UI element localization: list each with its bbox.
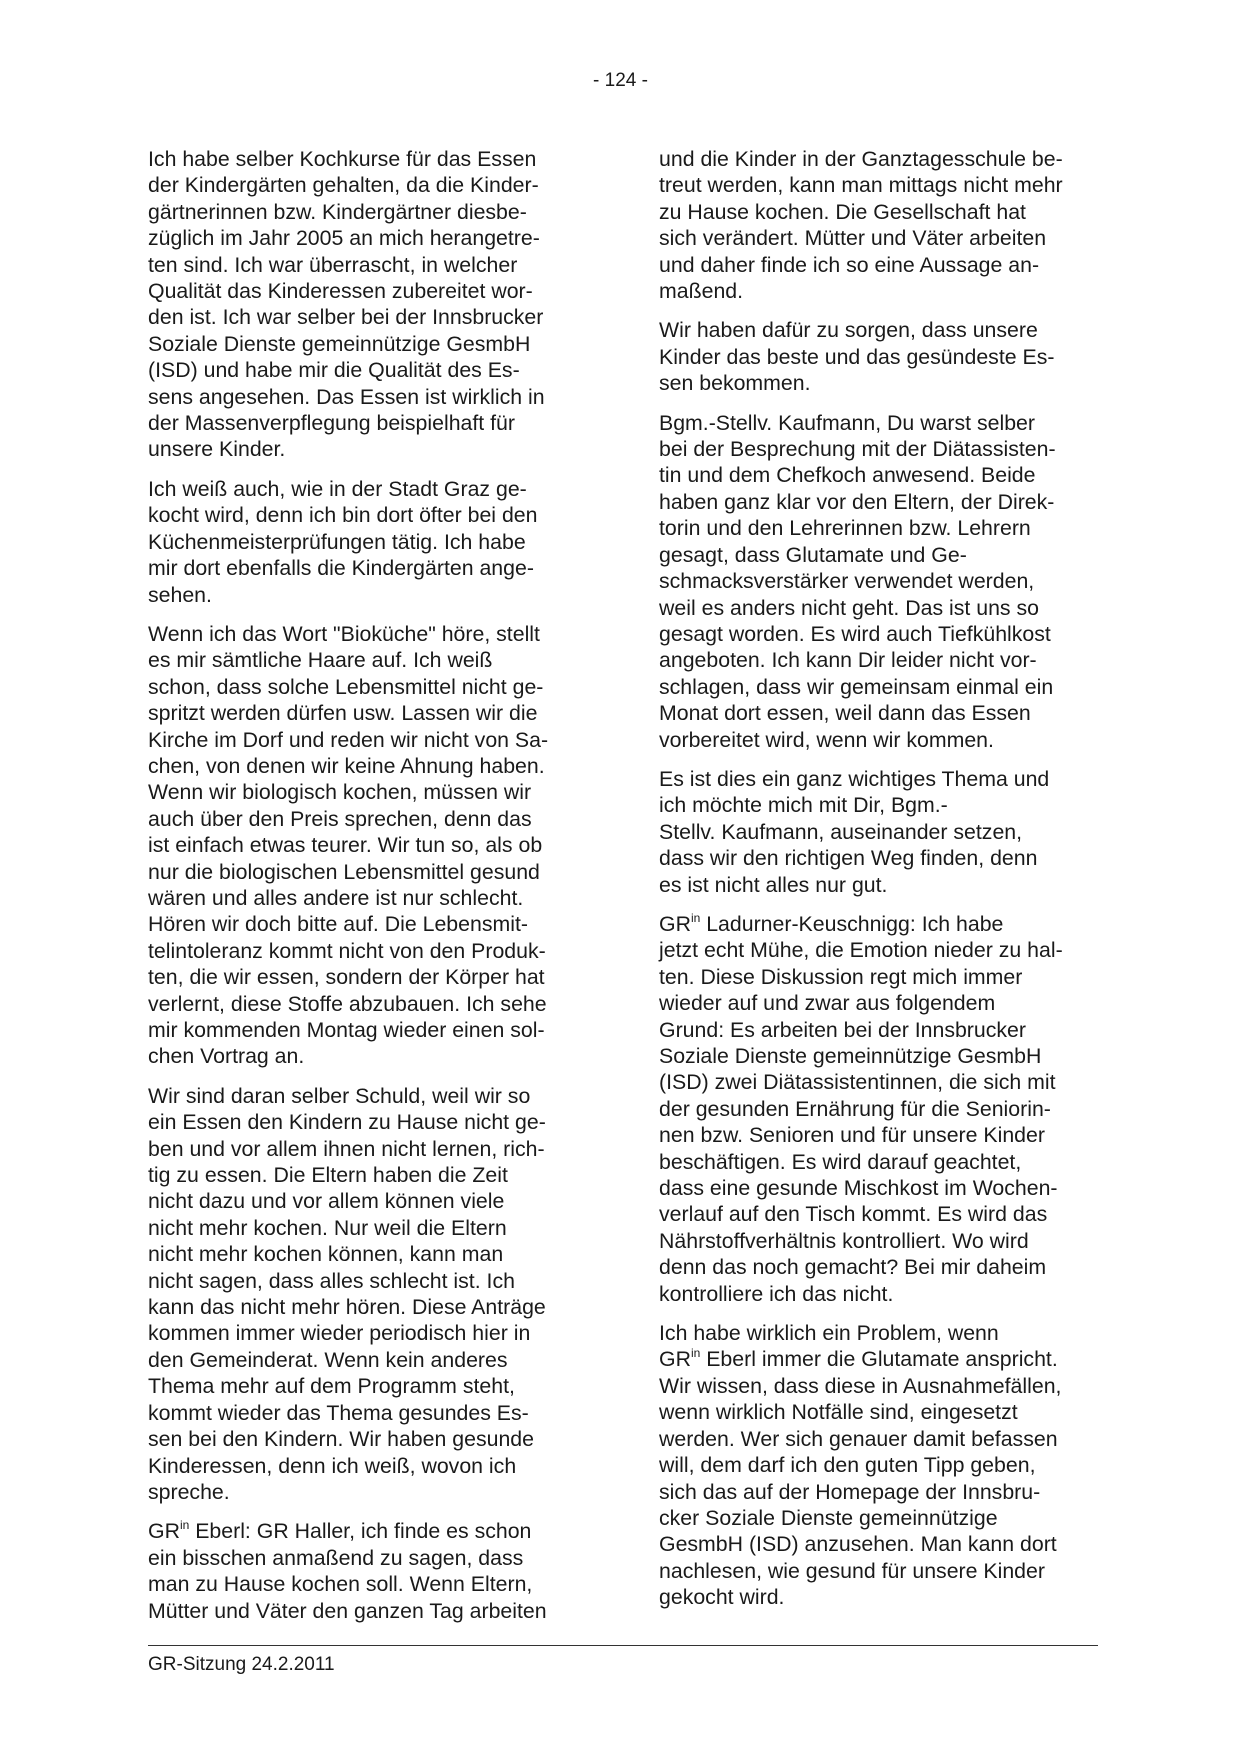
text-line: gekocht wird. [659,1585,785,1610]
text-line: es mir sämtliche Haare auf. Ich weiß [148,648,493,673]
text-line: kontrolliere ich das nicht. [659,1281,894,1306]
speaker-line [148,1518,588,1544]
text-line: mir kommenden Montag wieder einen sol- [148,1018,545,1042]
text-line: ich möchte mich mit Dir, Bgm.- [659,793,948,818]
speaker-prefix: GR [148,1519,180,1544]
text-line: Mütter und Väter den ganzen Tag arbeiten [148,1598,547,1623]
speaker-line [659,911,1099,937]
text-line: sich das auf der Homepage der Innsbru- [659,1479,1041,1504]
text-line: wieder auf und zwar aus folgendem [659,991,996,1016]
text-line: Ich habe wirklich ein Problem, wenn [659,1321,999,1346]
text-line: sen bei den Kindern. Wir haben gesunde [148,1427,534,1452]
text-line: Kinderessen, denn ich weiß, wovon ich [148,1453,517,1478]
text-line: sens angesehen. Das Essen ist wirklich in [148,384,545,409]
text-line: auch über den Preis sprechen, denn das [148,806,532,831]
right-column [659,146,1099,1624]
text-line: (ISD) zwei Diätassistentinnen, die sich mit [659,1070,1056,1095]
text-line: GesmbH (ISD) anzusehen. Man kann dort [659,1532,1057,1557]
text-line: Soziale Dienste gemeinnützige GesmbH [659,1044,1042,1068]
text-line: bei der Besprechung mit der Diätassisten- [659,437,1056,462]
text-line: Bgm.-Stellv. Kaufmann, Du warst selber [659,410,1035,435]
paragraph [148,146,588,463]
text-line: Ich weiß auch, wie in der Stadt Graz ge- [148,476,527,501]
text-line: spritzt werden dürfen usw. Lassen wir die [148,701,538,726]
text-line: wenn wirklich Notfälle sind, eingesetzt [659,1400,1018,1425]
text-line: nur die biologischen Lebensmittel gesund [148,859,540,884]
text-line: ten, die wir essen, sondern der Körper hat [148,965,545,990]
text-line: dass eine gesunde Mischkost im Wochen- [659,1176,1058,1201]
text-line: und die Kinder in der Ganztagesschule be- [659,147,1063,171]
speaker-name: Eberl: [189,1519,251,1544]
text-line: ist einfach etwas teurer. Wir tun so, als ob [148,833,543,858]
text-line: tin und dem Chefkoch anwesend. Beide [659,463,1036,488]
paragraph [659,146,1099,304]
text-line: Hören wir doch bitte auf. Die Lebensmit- [148,912,528,937]
text-line: Ich habe [915,911,1004,936]
speaker-name: Ladurner-Keuschnigg: [700,911,916,936]
text-line: Nährstoffverhältnis kontrolliert. Wo wird [659,1228,1029,1253]
text-line: den ist. Ich war selber bei der Innsbrucker [148,305,544,330]
text-line: cker Soziale Dienste gemeinnützige [659,1505,998,1530]
paragraph [148,1518,588,1624]
text-line: gärtnerinnen bzw. Kindergärtner diesbe- [148,199,527,224]
text-line: nicht mehr kochen. Nur weil die Eltern [148,1215,507,1240]
text-line: und daher finde ich so eine Aussage an- [659,252,1040,277]
text-line: nicht mehr kochen können, kann man [148,1242,504,1267]
text-line: schon, dass solche Lebensmittel nicht ge- [148,674,544,699]
text-line: Kirche im Dorf und reden wir nicht von Sa- [148,727,549,752]
text-line: den Gemeinderat. Wenn kein anderes [148,1347,508,1372]
text-line: wären und alles andere ist nur schlecht. [148,885,524,910]
text-line: beschäftigen. Es wird darauf geachtet, [659,1149,1022,1174]
text-line: ein bisschen anmaßend zu sagen, dass [148,1545,524,1570]
text-line: Wenn wir biologisch kochen, müssen wir [148,780,532,805]
footer-session-date: GR-Sitzung 24.2.2011 [148,1654,335,1675]
paragraph [659,766,1099,898]
text-line: man zu Hause kochen soll. Wenn Eltern, [148,1572,533,1597]
text-line: Kinder das beste und das gesündeste Es- [659,344,1055,369]
paragraph [659,410,1099,753]
text-line: denn das noch gemacht? Bei mir daheim [659,1255,1047,1280]
speaker-prefix: GR [659,1347,691,1372]
text-line: Qualität das Kinderessen zubereitet wor- [148,279,533,304]
text-line: Stellv. Kaufmann, auseinander setzen, [659,819,1023,844]
paragraph [148,476,588,608]
text-line: angeboten. Ich kann Dir leider nicht vor- [659,648,1037,673]
text-line: tig zu essen. Die Eltern haben die Zeit [148,1163,508,1188]
text-line: sen bekommen. [659,371,811,396]
text-line: dass wir den richtigen Weg finden, denn [659,846,1038,871]
text-line: GR Haller, ich finde es schon [250,1519,532,1544]
paragraph [659,911,1099,1307]
paragraph [148,1083,588,1506]
text-line: Ich habe selber Kochkurse für das Essen [148,147,537,171]
text-line: unsere Kinder. [148,437,286,462]
text-line: verlauf auf den Tisch kommt. Es wird das [659,1202,1048,1227]
text-line: ten sind. Ich war überrascht, in welcher [148,252,518,277]
text-line: Wir sind daran selber Schuld, weil wir so [148,1083,531,1108]
text-fragment: Eberl immer die Glutamate anspricht. [700,1347,1058,1372]
paragraph [659,1320,1099,1610]
speaker-superscript: in [179,1518,190,1533]
text-line: kommen immer wieder periodisch hier in [148,1321,531,1346]
text-line: gesagt worden. Es wird auch Tiefkühlkost [659,621,1051,646]
left-column [148,146,588,1637]
text-line: nen bzw. Senioren und für unsere Kinder [659,1123,1045,1148]
text-line: verlernt, diese Stoffe abzubauen. Ich sehe [148,991,547,1016]
text-line: chen, von denen wir keine Ahnung haben. [148,753,545,778]
text-line: treut werden, kann man mittags nicht mehr [659,173,1063,198]
speaker-prefix: GR [659,911,691,936]
text-line: nicht dazu und vor allem können viele [148,1189,505,1214]
text-line: jetzt echt Mühe, die Emotion nieder zu hal- [659,938,1063,963]
text-line: maßend. [659,279,744,304]
text-line: der Massenverpflegung beispielhaft für [148,411,515,436]
text-line: Thema mehr auf dem Programm steht, [148,1374,515,1399]
text-line: telintoleranz kommt nicht von den Produk- [148,938,546,963]
speaker-superscript: in [690,910,701,925]
text-line: züglich im Jahr 2005 an mich herangetre- [148,226,540,251]
text-line: Küchenmeisterprüfungen tätig. Ich habe [148,529,526,554]
text-line: Soziale Dienste gemeinnützige GesmbH [148,331,531,356]
text-line: Monat dort essen, weil dann das Essen [659,701,1031,726]
text-line: ben und vor allem ihnen nicht lernen, rich- [148,1136,545,1161]
text-line: zu Hause kochen. Die Gesellschaft hat [659,199,1026,224]
text-line: ein Essen den Kindern zu Hause nicht ge- [148,1110,546,1135]
text-line: chen Vortrag an. [148,1044,305,1069]
text-line: Wenn ich das Wort "Bioküche" höre, stellt [148,621,540,646]
text-line: spreche. [148,1479,230,1504]
text-line: Grund: Es arbeiten bei der Innsbrucker [659,1017,1026,1042]
text-line: Wir wissen, dass diese in Ausnahmefällen, [659,1373,1062,1398]
text-line: torin und den Lehrerinnen bzw. Lehrern [659,516,1031,541]
text-line: vorbereitet wird, wenn wir kommen. [659,727,994,752]
text-line: nicht sagen, dass alles schlecht ist. Ich [148,1268,515,1293]
text-line: sehen. [148,582,212,607]
text-line: will, dem darf ich den guten Tipp geben, [659,1453,1036,1478]
text-line: mir dort ebenfalls die Kindergärten ange- [148,556,534,581]
page-number: - 124 - [593,70,648,91]
text-line: nachlesen, wie gesund für unsere Kinder [659,1558,1045,1583]
text-line: kann das nicht mehr hören. Diese Anträge [148,1295,546,1320]
text-line: werden. Wer sich genauer damit befassen [659,1426,1058,1451]
text-line: schmacksverstärker verwendet werden, [659,569,1035,594]
text-line: weil es anders nicht geht. Das ist uns so [659,595,1039,620]
text-line: der gesunden Ernährung für die Seniorin- [659,1096,1051,1121]
paragraph [148,621,588,1070]
text-line: kommt wieder das Thema gesundes Es- [148,1400,529,1425]
text-line: (ISD) und habe mir die Qualität des Es- [148,358,520,383]
speaker-superscript: in [690,1346,701,1361]
text-line: schlagen, dass wir gemeinsam einmal ein [659,674,1054,699]
text-line [659,1346,1099,1372]
text-line: kocht wird, denn ich bin dort öfter bei den [148,503,538,528]
text-line: Wir haben dafür zu sorgen, dass unsere [659,318,1038,343]
text-line: ten. Diese Diskussion regt mich immer [659,964,1023,989]
text-line: gesagt, dass Glutamate und Ge- [659,542,967,567]
text-line: es ist nicht alles nur gut. [659,872,888,897]
paragraph [659,317,1099,396]
text-line: sich verändert. Mütter und Väter arbeiten [659,226,1047,251]
text-line: haben ganz klar vor den Eltern, der Direk- [659,489,1055,514]
text-line: der Kindergärten gehalten, da die Kinder- [148,173,539,198]
text-line: Es ist dies ein ganz wichtiges Thema und [659,766,1050,791]
footer-divider [148,1645,1098,1646]
